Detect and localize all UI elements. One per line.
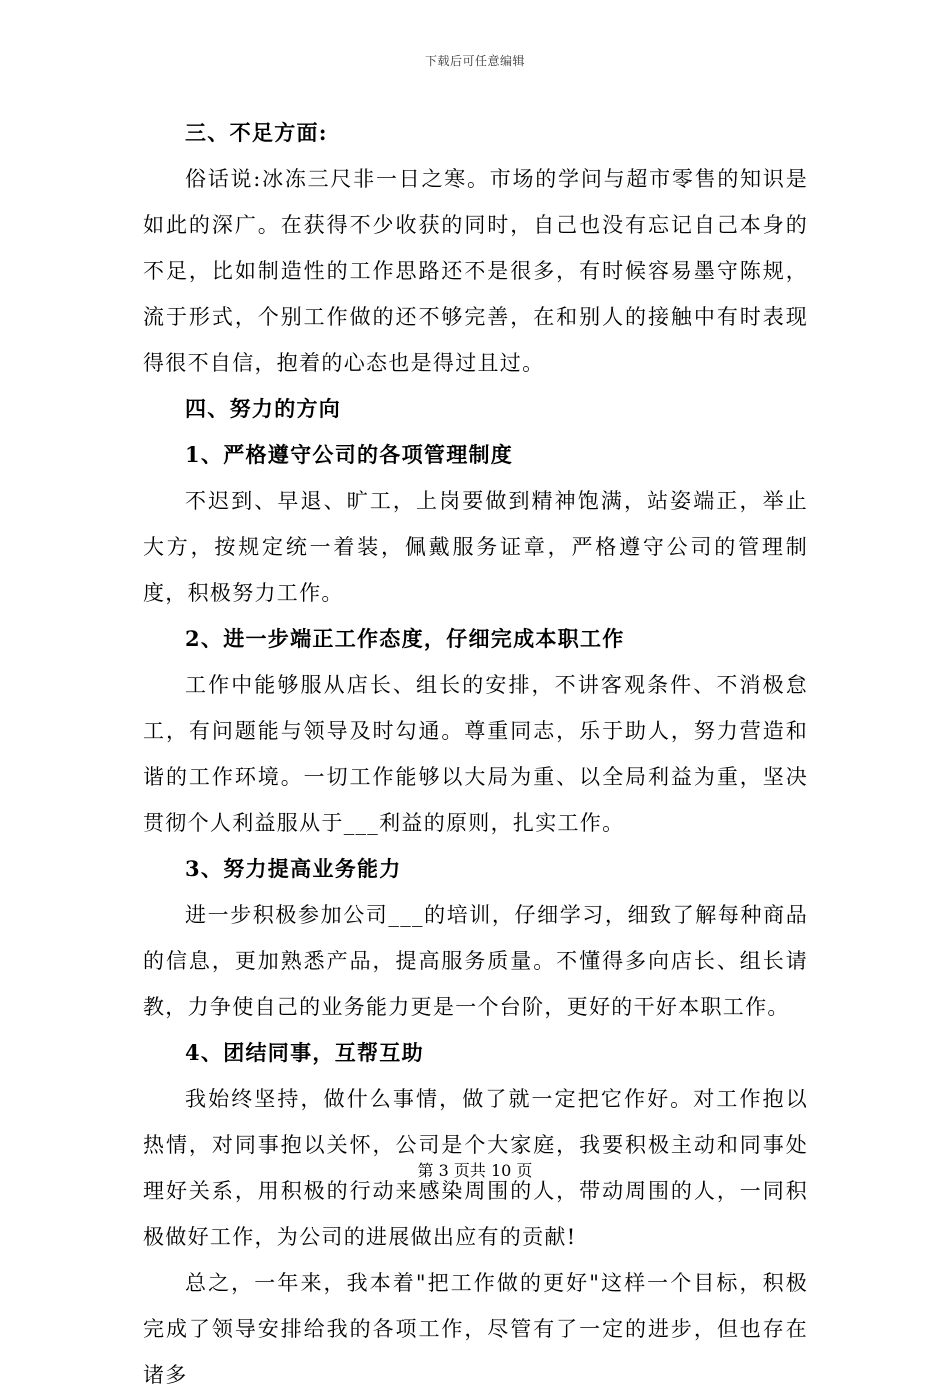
paragraph-rules: 不迟到、早退、旷工，上岗要做到精神饱满，站姿端正，举止大方，按规定统一着装，佩戴服务证章，严格遵守公司的管理制度，积极努力工作。 (143, 489, 808, 605)
page-header: 下载后可任意编辑 (424, 54, 525, 68)
section-heading-shortcomings: 三、不足方面: (185, 120, 328, 145)
page-footer: 第 3 页共 10 页 (417, 1161, 533, 1180)
subheading-ability: 3、努力提高业务能力 (185, 856, 402, 881)
paragraph-ability: 进一步积极参加公司___的培训，仔细学习，细致了解每种商品的信息，更加熟悉产品，提高服务质量。不懂得多向店长、组长请教，力争使自己的业务能力更是一个台阶，更好的干好本职工作。 (143, 903, 808, 1019)
paragraph-teamwork: 我始终坚持，做什么事情，做了就一定把它作好。对工作抱以热情，对同事抱以关怀，公司是个大家庭，我要积极主动和同事处理好关系，用积极的行动来感染周围的人，带动周围的人，一同积极做好工作，为公司的进展做出应有的贡献! (143, 1087, 808, 1249)
paragraph-shortcomings: 俗话说:冰冻三尺非一日之寒。市场的学问与超市零售的知识是如此的深广。在获得不少收获的同时，自己也没有忘记自己本身的不足，比如制造性的工作思路还不是很多，有时候容易墨守陈规，流于形式，个别工作做的还不够完善，在和别人的接触中有时表现得很不自信，抱着的心态也是得过且过。 (143, 167, 808, 375)
paragraph-attitude: 工作中能够服从店长、组长的安排，不讲客观条件、不消极怠工，有问题能与领导及时勾通。尊重同志，乐于助人，努力营造和谐的工作环境。一切工作能够以大局为重、以全局利益为重，坚决贯彻个人利益服从于___利益的原则，扎实工作。 (143, 673, 808, 835)
subheading-rules: 1、严格遵守公司的各项管理制度 (185, 442, 514, 467)
subheading-attitude: 2、进一步端正工作态度，仔细完成本职工作 (185, 626, 625, 651)
paragraph-summary: 总之，一年来，我本着"把工作做的更好"这样一个目标，积极完成了领导安排给我的各项工作，尽管有了一定的进步，但也存在诸多 (143, 1271, 808, 1387)
subheading-teamwork: 4、团结同事，互帮互助 (185, 1040, 424, 1065)
document-body (143, 110, 808, 1398)
section-heading-direction: 四、努力的方向 (185, 396, 342, 421)
